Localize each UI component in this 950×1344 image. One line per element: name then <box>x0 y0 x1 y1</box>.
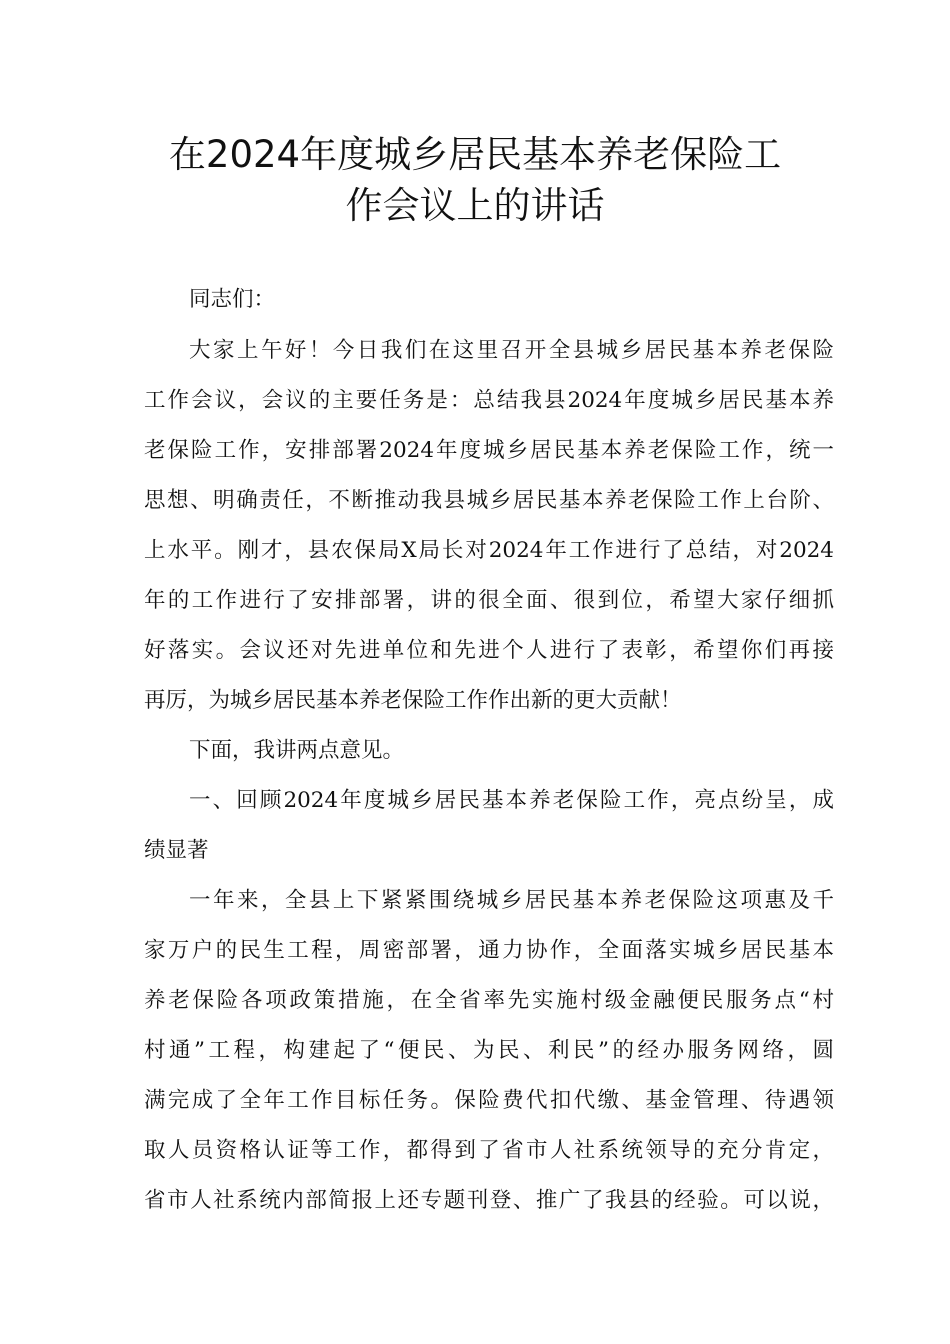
paragraph-line: 再厉，为城乡居民基本养老保险工作作出新的更大贡献！ <box>144 688 682 713</box>
paragraph-line: 满完成了全年工作目标任务。保险费代扣代缴、基金管理、待遇领 <box>144 1088 834 1113</box>
paragraph-line: 下面，我讲两点意见。 <box>189 738 405 763</box>
salutation: 同志们： <box>189 287 276 312</box>
paragraph-line: 省市人社系统内部简报上还专题刊登、推广了我县的经验。可以说， <box>144 1188 834 1213</box>
paragraph-line: 好落实。会议还对先进单位和先进个人进行了表彰，希望你们再接 <box>144 638 834 663</box>
document-title-line-1: 在2024年度城乡居民基本养老保险工 <box>168 133 782 176</box>
paragraph-line: 村通”工程，构建起了“便民、为民、利民”的经办服务网络，圆 <box>144 1038 834 1063</box>
paragraph-line: 养老保险各项政策措施，在全省率先实施村级金融便民服务点“村 <box>144 988 834 1013</box>
document-title-line-2: 作会议上的讲话 <box>345 184 605 227</box>
paragraph-line: 年的工作进行了安排部署，讲的很全面、很到位，希望大家仔细抓 <box>144 588 834 613</box>
paragraph-line: 工作会议，会议的主要任务是：总结我县2024年度城乡居民基本养 <box>144 388 834 413</box>
paragraph-line: 大家上午好！今日我们在这里召开全县城乡居民基本养老保险 <box>189 338 834 363</box>
section-heading-line: 绩显著 <box>144 838 209 863</box>
paragraph-line: 思想、明确责任，不断推动我县城乡居民基本养老保险工作上台阶、 <box>144 488 834 513</box>
paragraph-line: 取人员资格认证等工作，都得到了省市人社系统领导的充分肯定， <box>144 1138 834 1163</box>
section-heading-line: 一、回顾2024年度城乡居民基本养老保险工作，亮点纷呈，成 <box>189 788 834 813</box>
paragraph-line: 一年来，全县上下紧紧围绕城乡居民基本养老保险这项惠及千 <box>189 888 834 913</box>
paragraph-line: 家万户的民生工程，周密部署，通力协作，全面落实城乡居民基本 <box>144 938 834 963</box>
paragraph-line: 上水平。刚才，县农保局X局长对2024年工作进行了总结，对2024 <box>144 538 834 563</box>
paragraph-line: 老保险工作，安排部署2024年度城乡居民基本养老保险工作，统一 <box>144 438 834 463</box>
